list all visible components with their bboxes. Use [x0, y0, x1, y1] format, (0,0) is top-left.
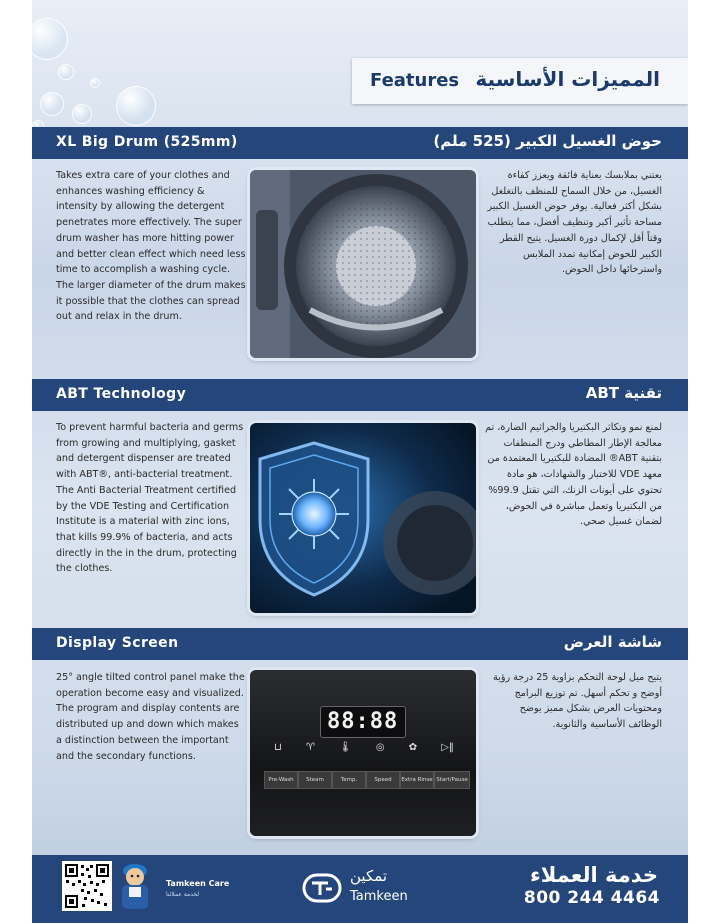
brand-ar: تمكين: [350, 867, 388, 885]
section-heading-en: ABT Technology: [56, 386, 187, 402]
customer-service-phone[interactable]: 800 244 4464: [523, 888, 660, 908]
section-heading-ar: تقنية ABT: [585, 384, 662, 402]
care-brand: Tamkeen Care: [166, 879, 230, 888]
section-heading-en: XL Big Drum (525mm): [56, 134, 238, 150]
section-text-ar: لمنع نمو وتكاثر البكتيريا والجراثيم الضارة، تم معالجة الإطار المطاطي ودرج المنظفات بتقنية ABT® المضادة للبكتيريا المعتمدة من معهد VDE للاختبار والشهادات، هو مادة تحتوي على أيونات الزنك، التي تقتل 99.9% من البكتيريا وتعمل مباشرة في الحوض، لضمان غسيل صحي.: [485, 422, 662, 528]
page-title-ar: المميزات الأساسية: [475, 67, 660, 91]
shirt-icon: ♈: [305, 742, 315, 753]
tamkeen-logo: [302, 869, 422, 909]
abt-shield-photo: [250, 423, 476, 613]
spin-icon: ◎: [375, 742, 385, 753]
section-header-drum: [32, 127, 688, 159]
temp-button[interactable]: Temp.: [332, 771, 366, 789]
bubble-decoration: [116, 86, 156, 126]
bubble-decoration: [58, 64, 74, 80]
brochure-page: [32, 0, 688, 923]
drum-photo: [250, 170, 476, 358]
section-text-en: 25° angle tilted control panel make the operation become easy and visualized. The program and display contents are distributed up and down which makes a distinction between the important and the secondary functions.: [56, 672, 245, 762]
bubble-decoration: [32, 18, 68, 60]
display-panel-photo: [250, 670, 476, 836]
start-pause-button[interactable]: Start/Pause: [434, 771, 470, 789]
section-heading-en: Display Screen: [56, 635, 179, 651]
play-pause-icon: ▷‖: [441, 742, 454, 753]
steam-icon: ✿: [408, 742, 418, 753]
section-heading-ar: شاشة العرض: [563, 633, 662, 651]
bubble-decoration: [90, 78, 100, 88]
detergent-icon: ⊔: [274, 742, 282, 753]
brand-en: Tamkeen: [350, 889, 408, 904]
customer-service-label: خدمة العملاء: [529, 863, 658, 887]
page-title-box: [352, 58, 688, 104]
digit-display: [320, 706, 406, 738]
section-text-ar: يتيح ميل لوحة التحكم بزاوية 25 درجة رؤية أوضح و تحكم أسهل. تم توزيع البرامج ومحتويات العرض بشكل مميز يوضح الوظائف الأساسية والثانوية.: [493, 672, 662, 731]
tamkeen-logo-icon: [302, 871, 342, 905]
pre-wash-button[interactable]: Pre-Wash: [264, 771, 298, 789]
section-heading-ar: حوض الغسيل الكبير (525 ملم): [433, 132, 662, 150]
section-header-display: [32, 628, 688, 660]
section-text-ar: يعتني بملابسك بعناية فائقة ويعزز كفاءة الغسيل، من خلال السماح للمنظف بالتغلغل بشكل أكثر فعالية. يوفر حوض الغسيل الكبير مساحة تأثير أكبر وتنظيف أفضل، مما يتطلب وقتاً أقل لإكمال دورة الغسيل. يتيح القطر الكبير للحوض إمكانية تمدد الملابس واسترخائها داخل الحوض.: [487, 170, 662, 276]
bubble-decoration: [40, 92, 64, 116]
mascot-icon: [114, 857, 156, 911]
section-header-abt: [32, 379, 688, 411]
thermometer-icon: 🌡: [339, 742, 352, 753]
steam-button[interactable]: Steam: [298, 771, 332, 789]
qr-code[interactable]: [62, 861, 112, 911]
section-text-en: Takes extra care of your clothes and enhances washing efficiency & intensity by allowing the detergent penetrates more effectively. The super drum washer has more hitting power and better clean effect which need less time to accomplish a washing cycle. The larger diameter of the drum makes it possible that the clothes can spread out and relax in the drum.: [56, 170, 246, 323]
speed-button[interactable]: Speed: [366, 771, 400, 789]
display-digits: 88:88: [327, 709, 399, 734]
footer: [32, 855, 688, 923]
bubble-decoration: [72, 104, 92, 124]
extra-rinse-button[interactable]: Extra Rinse: [400, 771, 434, 789]
section-text-en: To prevent harmful bacteria and germs from growing and multiplying, gasket and detergent dispenser are treated with ABT®, anti-bacterial treatment. The Anti Bacterial Treatment certified by the VDE Testing and Certification Institute is a material with zinc ions, that kills 99.9% of bacteria, and acts directly in the in the drum, protecting the clothes.: [56, 422, 244, 575]
care-tagline: لخدمة عملائنا: [166, 891, 200, 898]
page-title-en: Features: [370, 70, 460, 91]
